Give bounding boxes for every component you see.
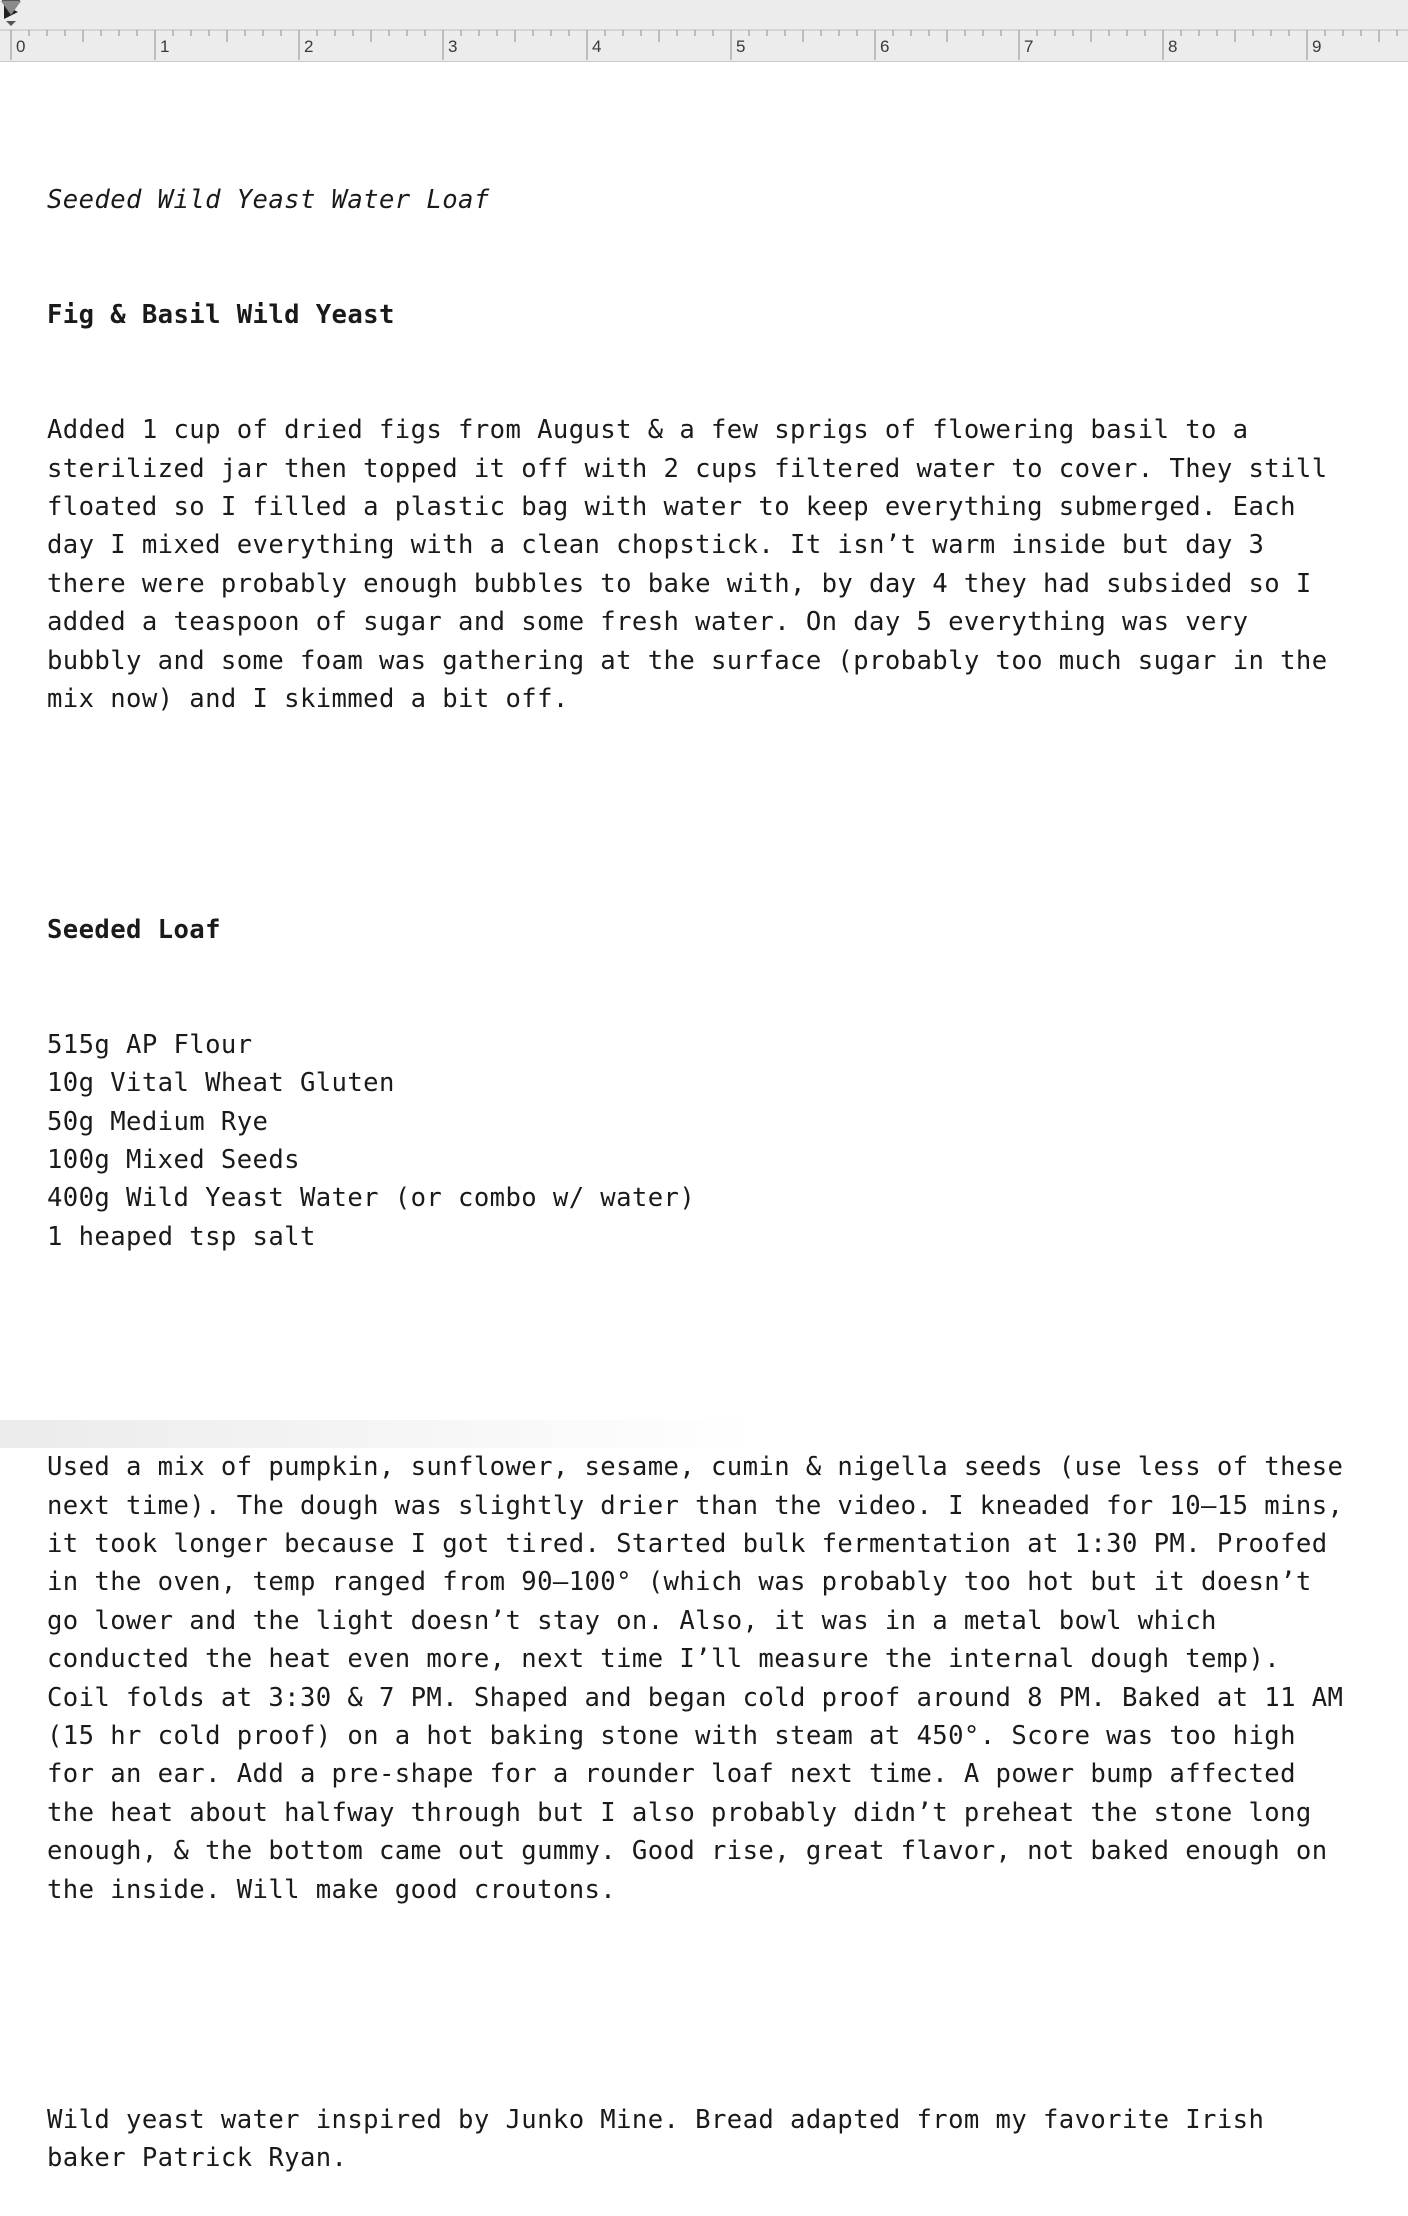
text-line: the inside. Will make good croutons. <box>47 1874 617 1905</box>
ruler-ticks <box>0 0 1408 62</box>
ingredient-item: 1 heaped tsp salt <box>47 1221 316 1252</box>
document-body[interactable] <box>47 104 1387 2216</box>
ingredient-item: 515g AP Flour <box>47 1029 253 1060</box>
ruler-number: 5 <box>736 37 746 56</box>
text-line: go lower and the light doesn’t stay on. Also, it was in a metal bowl which <box>47 1605 1217 1636</box>
baking-notes-paragraph <box>47 1448 1387 1909</box>
ruler-number: 7 <box>1024 37 1034 56</box>
text-line: enough, & the bottom came out gummy. Good rise, great flavor, not baked enough on <box>47 1836 1328 1867</box>
ingredient-list <box>47 1026 1387 1256</box>
ruler-number: 8 <box>1168 37 1178 56</box>
text-line: sterilized jar then topped it off with 2 cups filtered water to cover. They still <box>47 453 1328 484</box>
text-line: mix now) and I skimmed a bit off. <box>47 684 569 715</box>
ingredient-item: 400g Wild Yeast Water (or combo w/ water) <box>47 1183 696 1214</box>
ruler-number: 2 <box>304 37 314 56</box>
text-line: floated so I filled a plastic bag with water to keep everything submerged. Each <box>47 492 1296 523</box>
text-line: (15 hr cold proof) on a hot baking stone with steam at 450°. Score was too high <box>47 1721 1296 1752</box>
text-line: for an ear. Add a pre-shape for a rounder loaf next time. A power bump affected <box>47 1759 1296 1790</box>
ruler-number: 9 <box>1312 37 1322 56</box>
ruler-number: 1 <box>160 37 170 56</box>
text-line: it took longer because I got tired. Started bulk fermentation at 1:30 PM. Proofed <box>47 1529 1328 1559</box>
ruler[interactable] <box>0 0 1408 62</box>
text-line: Coil folds at 3:30 & 7 PM. Shaped and began cold proof around 8 PM. Baked at 11 AM <box>47 1682 1344 1713</box>
text-line: in the oven, temp ranged from 90–100° (which was probably too hot but it doesn’t <box>47 1567 1312 1598</box>
ingredient-item: 50g Medium Rye <box>47 1106 269 1137</box>
text-line: next time). The dough was slightly drier than the video. I kneaded for 10–15 mins, <box>47 1490 1344 1521</box>
text-line: Wild yeast water inspired by Junko Mine. Bread adapted from my favorite Irish <box>47 2105 1265 2136</box>
ingredient-item: 10g Vital Wheat Gluten <box>47 1068 395 1099</box>
blank-line <box>47 795 1387 833</box>
text-line: there were probably enough bubbles to bake with, by day 4 they had subsided so I <box>47 568 1312 599</box>
right-indent-marker-icon[interactable] <box>0 0 22 16</box>
blank-line <box>47 1333 1387 1371</box>
text-line: baker Patrick Ryan. <box>47 2143 348 2174</box>
document-title: Seeded Wild Yeast Water Loaf <box>47 184 490 215</box>
text-line: day I mixed everything with a clean chopstick. It isn’t warm inside but day 3 <box>47 530 1265 561</box>
ruler-number: 3 <box>448 37 458 56</box>
section-heading-wild-yeast: Fig & Basil Wild Yeast <box>47 300 395 331</box>
ingredient-item: 100g Mixed Seeds <box>47 1144 300 1175</box>
text-line: conducted the heat even more, next time I’ll measure the internal dough temp). <box>47 1644 1281 1675</box>
ruler-number: 4 <box>592 37 602 56</box>
text-line: added a teaspoon of sugar and some fresh water. On day 5 everything was very <box>47 607 1249 638</box>
wild-yeast-paragraph <box>47 411 1387 718</box>
text-line: Added 1 cup of dried figs from August & a few sprigs of flowering basil to a <box>47 415 1249 446</box>
ruler-number: 0 <box>16 37 26 56</box>
ruler-number: 6 <box>880 37 890 56</box>
text-line: Used a mix of pumpkin, sunflower, sesame, cumin & nigella seeds (use less of these <box>47 1452 1344 1483</box>
credits-paragraph <box>47 2101 1387 2178</box>
bottom-scroll-shadow <box>0 1420 760 1448</box>
text-line: the heat about halfway through but I also probably didn’t preheat the stone long <box>47 1797 1312 1828</box>
section-heading-seeded-loaf: Seeded Loaf <box>47 914 221 945</box>
blank-line <box>47 1986 1387 2024</box>
text-line: bubbly and some foam was gathering at the surface (probably too much sugar in the <box>47 645 1328 676</box>
